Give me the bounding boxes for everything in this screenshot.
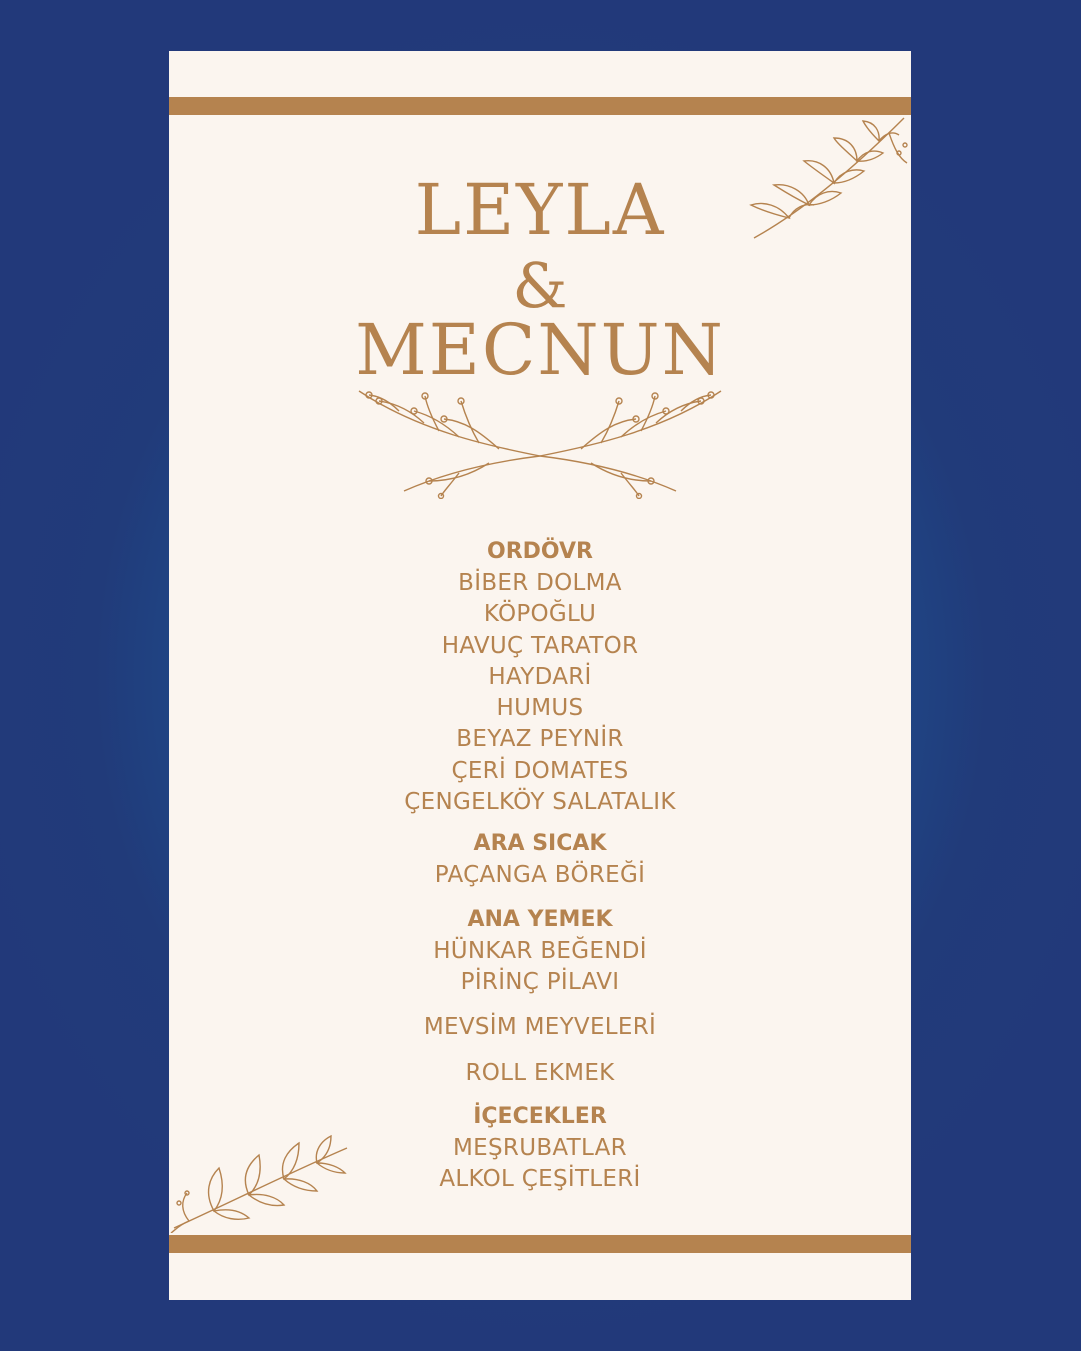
section-heading-ana-yemek: ANA YEMEK (467, 906, 613, 932)
menu-item: HAVUÇ TARATOR (441, 632, 639, 659)
menu-item: BEYAZ PEYNİR (456, 726, 624, 753)
menu-item: ÇENGELKÖY SALATALIK (404, 789, 676, 816)
first-name: LEYLA (414, 169, 666, 251)
laurel-ornament-icon (349, 381, 731, 499)
menu-item: MEŞRUBATLAR (453, 1134, 627, 1161)
menu-item: ALKOL ÇEŞİTLERİ (439, 1166, 641, 1193)
menu-item: KÖPOĞLU (483, 601, 597, 628)
menu-item: HÜNKAR BEĞENDİ (433, 937, 647, 964)
leaf-branch-bottom-left-icon (169, 1133, 351, 1233)
section-heading-ordovr: ORDÖVR (487, 539, 593, 564)
menu-item: MEVSİM MEYVELERİ (423, 1014, 657, 1041)
menu-item: BİBER DOLMA (458, 570, 622, 596)
menu-list (169, 536, 911, 1195)
menu-item: HAYDARİ (488, 663, 592, 690)
second-name: MECNUN (355, 309, 725, 391)
menu-card (169, 51, 911, 1300)
menu-item: HUMUS (496, 695, 584, 722)
menu-item: PAÇANGA BÖREĞİ (434, 862, 646, 889)
menu-item: ÇERİ DOMATES (451, 757, 629, 784)
menu-item: ROLL EKMEK (465, 1059, 615, 1086)
section-heading-ara-sicak: ARA SICAK (473, 831, 607, 857)
ampersand: & (512, 249, 568, 322)
bottom-divider-bar (169, 1235, 911, 1253)
section-heading-icecekler: İÇECEKLER (473, 1103, 607, 1129)
menu-item: PİRİNÇ PİLAVI (460, 968, 620, 995)
